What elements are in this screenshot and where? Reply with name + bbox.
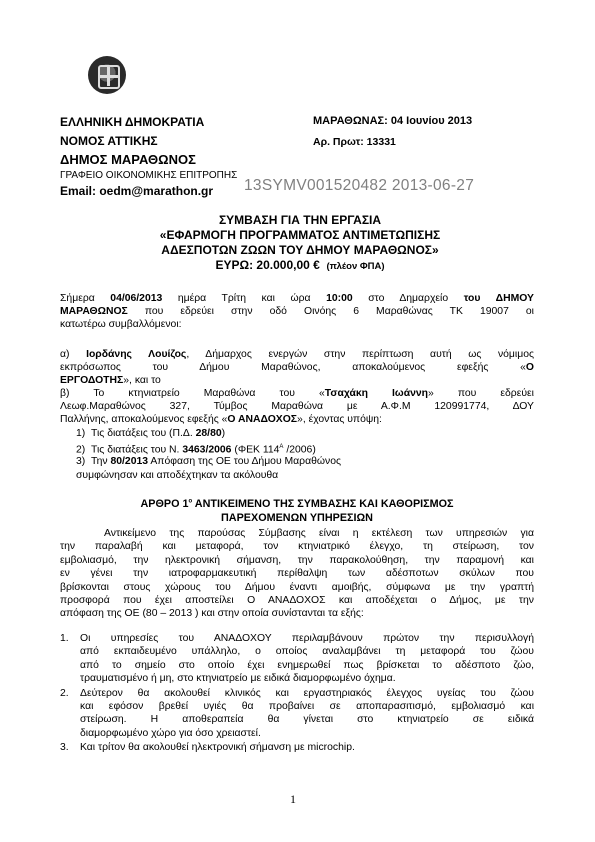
vat-note: (πλέον ΦΠΑ) (326, 261, 385, 272)
page-number: 1 (290, 792, 296, 806)
services-list (60, 632, 534, 755)
document-stamp: 13SYMV001520482 2013-06-27 (244, 177, 475, 194)
article-heading-1: ΑΡΘΡΟ $1^o$ ΑΝΤΙΚΕΙΜΕΝΟ ΤΗΣ ΣΥΜΒΑΣΗΣ ΚΑΙ ΚΑΘΟΡΙΣΜΟΣ (140, 498, 454, 510)
prefecture-heading: ΝΟΜΟΣ ΑΤΤΙΚΗΣ (60, 134, 158, 148)
article-line: προσφορά που έχει αποστείλει Ο ΑΝΑΔΟΧΟΣ και αποδέχεται ο Δήμος, με την (60, 595, 534, 607)
protocol-number: Αρ. Πρωτ: 13331 (313, 136, 396, 148)
email-line: Email: oedm@marathon.gr (60, 184, 214, 198)
republic-heading: ΕΛΛΗΝΙΚΗ ΔΗΜΟΚΡΑΤΙΑ (60, 115, 205, 129)
intro-line-3: κατωτέρω συμβαλλόμενοι: (60, 319, 182, 330)
intro-line-2: ΜΑΡΑΘΩΝΟΣ που εδρεύει στην οδό Οινόης 6 Μαραθώνας ΤΚ 19007 οι (60, 306, 534, 317)
municipality-heading: ΔΗΜΟΣ ΜΑΡΑΘΩΝΟΣ (60, 152, 196, 167)
title-line-1: ΣΥΜΒΑΣΗ ΓΙΑ ΤΗΝ ΕΡΓΑΣΙΑ (218, 213, 382, 227)
list-item: 2. Δεύτερον θα ακολουθεί κλινικός και εργαστηριακός έλεγχος υγείας του ζώου και εφόσον βρεθεί υγιές θα προβαίνει σε αποπαρασιτισμό, εμβολιασμό και στείρωση. Η αποθεραπεία θα γίνεται στο κτηνιατρείο σε ειδικά διαμορφωμένο χώρο για όσο χρειαστεί. (60, 687, 534, 739)
list-item: 3. Και τρίτον θα ακολουθεί ηλεκτρονική σήμανση με microchip. (60, 742, 355, 754)
consideration-item: 2) Τις διατάξεις του Ν. 3463/2006 (ΦΕΚ $114^A$ /2006) (76, 444, 316, 456)
office-heading: ΓΡΑΦΕΙΟ ΟΙΚΟΝΟΜΙΚΗΣ ΕΠΙΤΡΟΠΗΣ (60, 170, 238, 181)
party-b-line-1: β) Το κτηνιατρείο Μαραθώνα του «Τσαχάκη Ιωάννη» που εδρεύει (60, 388, 534, 399)
party-a-line-1: α) Ιορδάνης Λουίζος, Δήμαρχος ενεργών στην περίπτωση αυτή ως νόμιμος (60, 349, 534, 360)
party-b-line-2: Λεωφ.Μαραθώνος 327, Τύμβος Μαραθώνα με Α.Φ.Μ 120991774, ΔΟΥ (60, 401, 534, 412)
consideration-item: 1) Τις διατάξεις του (Π.Δ. 28/80) (76, 428, 226, 439)
document-date: ΜΑΡΑΘΩΝΑΣ: 04 Ιουνίου 2013 (313, 115, 473, 127)
title-amount-line (60, 258, 540, 274)
consideration-item: 3) Την 80/2013 Απόφαση της ΟΕ του Δήμου Μαραθώνος (76, 456, 341, 467)
party-a-line-3: ΕΡΓΟΔΟΤΗΣ», και το (60, 375, 161, 386)
agreed-line: συμφώνησαν και αποδέχτηκαν τα ακόλουθα (76, 470, 279, 481)
contract-amount: ΕΥΡΩ: 20.000,00 € (215, 258, 320, 272)
article-line: βρίσκονται στους χώρους του Δήμου έναντι αμοιβής, σύμφωνα με την γραπτή (60, 581, 534, 593)
title-line-2: «ΕΦΑΡΜΟΓΗ ΠΡΟΓΡΑΜΜΑΤΟΣ ΑΝΤΙΜΕΤΩΠΙΣΗΣ (159, 228, 441, 242)
title-line-3: ΑΔΕΣΠΟΤΩΝ ΖΩΩΝ ΤΟΥ ΔΗΜΟΥ ΜΑΡΑΘΩΝΟΣ» (161, 243, 439, 257)
article-line: εν γένει την ιατροφαρμακευτική περίθαλψη των αδέσποτων σκύλων που (60, 568, 534, 580)
party-a-line-2: εκπρόσωπος του Δήμου Μαραθώνος, αποκαλούμενος εφεξής «Ο (60, 362, 534, 373)
party-b-line-3: Παλλήνης, αποκαλούμενος εφεξής «Ο ΑΝΑΔΟΧΟΣ», έχοντας υπόψη: (60, 414, 382, 425)
article-line: την παραλαβή και μεταφορά, τον κτηνιατρικό έλεγχο, τη στείρωση, τον (60, 541, 534, 553)
list-item: 1. Οι υπηρεσίες του ΑΝΑΔΟΧΟΥ περιλαμβάνουν πρώτον την περισυλλογή από εκπαιδευμένο υπάλληλο, ο οποίος αναλαμβάνει τη μεταφορά του ζώου από το σημείο στο οποίο έχει ενημερωθεί πως βρίσκεται το αδέσποτο ζώο, τραυματισμένο ή μη, στο κτηνιατρείο με ειδικά διαμορφωμένο όχημα. (60, 633, 534, 685)
article-heading-2: ΠΑΡΕΧΟΜΕΝΩΝ ΥΠΗΡΕΣΙΩΝ (221, 512, 373, 524)
article-line: Αντικείμενο της παρούσας Σύμβασης είναι η εκτέλεση των υπηρεσιών για (104, 528, 534, 539)
article-body (60, 527, 534, 621)
intro-line-1: Σήμερα 04/06/2013 ημέρα Τρίτη και ώρα 10:00 στο Δημαρχείο του ΔΗΜΟΥ (60, 293, 534, 304)
article-line: εμβολιασμό, την ηλεκτρονική σήμανση, την παρακολούθηση, την παραμονή και (60, 554, 534, 566)
article-line: απόφαση της ΟΕ (80 – 2013 ) και στην οποία συνίστανται τα εξής: (60, 608, 364, 620)
coat-of-arms-seal-icon (88, 56, 126, 94)
